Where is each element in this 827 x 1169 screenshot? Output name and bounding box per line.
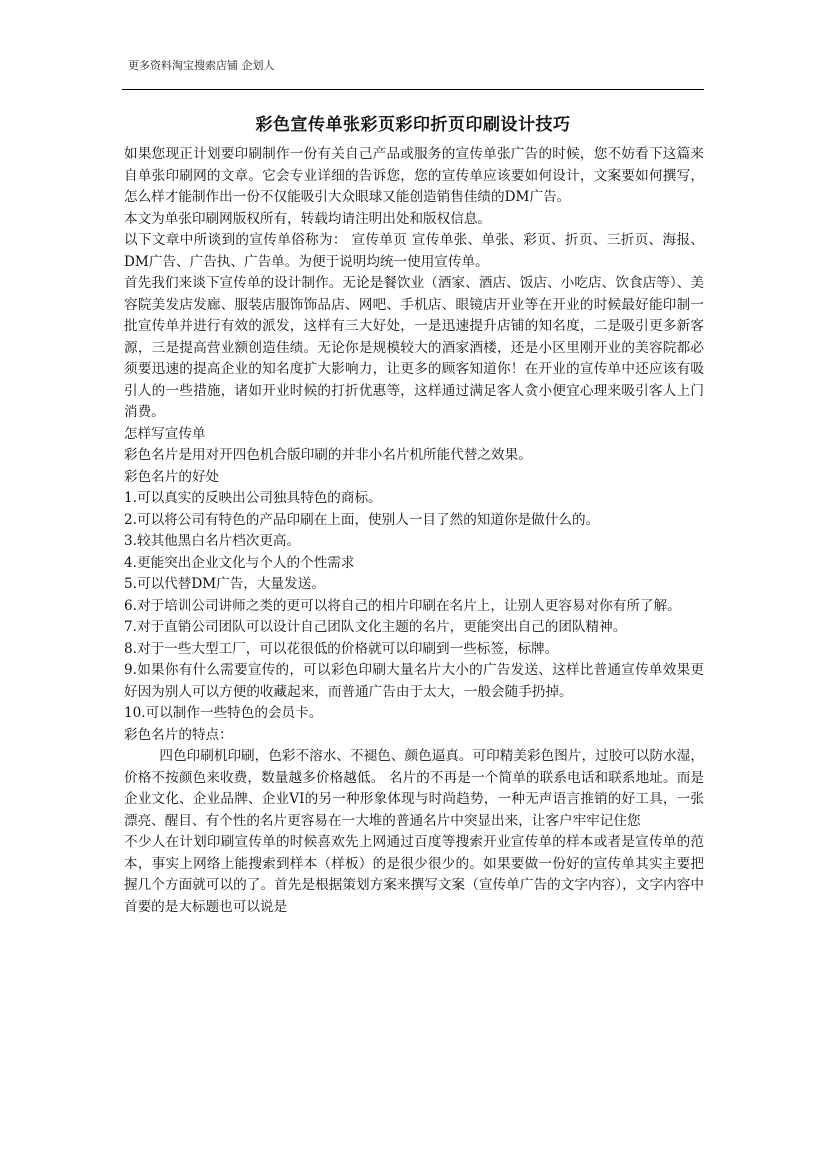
list-item: 8.对于一些大型工厂，可以花很低的价格就可以印刷到一些标签，标牌。 (124, 640, 559, 657)
header-divider (122, 89, 704, 90)
document-title: 彩色宣传单张彩页彩印折页印刷设计技巧 (255, 115, 571, 135)
list-item: 10.可以制作一些特色的会员卡。 (124, 705, 323, 721)
paragraph: 以下文章中所谈到的宣传单俗称为： 宣传单页 宣传单张、单张、彩页、折页、三折页、海报、DM广告、广告执、广告单。为便于说明均统一使用宣传单。 (124, 232, 704, 270)
paragraph: 本文为单张印刷网版权所有，转载均请注明出处和版权信息。 (124, 210, 492, 227)
list-item: 3.较其他黑白名片档次更高。 (124, 533, 301, 549)
list-item: 1.可以真实的反映出公司独具特色的商标。 (124, 490, 382, 506)
paragraph: 不少人在计划印刷宣传单的时候喜欢先上网通过百度等搜索开业宣传单的样本或者是宣传单的范本，事实上网络上能搜索到样本（样板）的是很少很少的。如果要做一份好的宣传单其实主要把握几个方面就可以的了。首先是根据策划方案来撰写文案（宣传单广告的文字内容），文字内容中首要的是大标题也可以说是 (124, 834, 704, 915)
section-heading: 怎样写宣传单 (124, 425, 206, 442)
list-item: 2.可以将公司有特色的产品印刷在上面，使别人一目了然的知道你是做什么的。 (124, 511, 600, 528)
paragraph: 首先我们来谈下宣传单的设计制作。无论是餐饮业（酒家、酒店、饭店、小吃店、饮食店等）、美容院美发店发廊、服装店服饰饰品店、网吧、手机店、眼镜店开业等在开业的时候最好能印制一批宣传单并进行有效的派发，这样有三大好处，一是迅速提升店铺的知名度，二是吸引更多新客源，三是提高营业额创造佳绩。无论你是规模较大的酒家酒楼，还是小区里刚开业的美容院都必须要迅速的提高企业的知名度扩大影响力，让更多的顾客知道你！在开业的宣传单中还应该有吸引人的一些措施，诸如开业时候的打折优惠等，这样通过满足客人贪小便宜心理来吸引客人上门消费。 (124, 275, 704, 420)
paragraph: 四色印刷机印刷，色彩不溶水、不褪色、颜色逼真。可印精美彩色图片，过胶可以防水湿，价格不按颜色来收费，数量越多价格越低。 名片的不再是一个简单的联系电话和联系地址。而是企业文化、企业品牌、企业VI的另一种形象体现与时尚趋势，一种无声语言推销的好工具，一张漂亮、醒目、有个性的名片更容易在一大堆的普通名片中突显出来，让客户牢牢记住您 (124, 748, 704, 829)
paragraph: 彩色名片是用对开四色机合版印刷的并非小名片机所能代替之效果。 (124, 447, 532, 463)
paragraph: 如果您现正计划要印刷制作一份有关自己产品或服务的宣传单张广告的时候，您不妨看下这篇来自单张印刷网的文章。它会专业详细的告诉您，您的宣传单应该要如何设计，文案要如何撰写，怎么样才能制作出一份不仅能吸引大众眼球又能创造销售佳绩的DM广告。 (124, 146, 704, 205)
section-heading: 彩色名片的特点： (124, 726, 233, 743)
page-header: 更多资料淘宝搜索店铺 企划人 (128, 59, 275, 72)
list-item: 7.对于直销公司团队可以设计自己团队文化主题的名片，更能突出自己的团队精神。 (124, 619, 627, 635)
document-body (124, 144, 704, 918)
section-heading: 彩色名片的好处 (124, 468, 220, 485)
list-item: 5.可以代替DM广告，大量发送。 (124, 576, 325, 592)
list-item: 6.对于培训公司讲师之类的更可以将自己的相片印刷在名片上，让别人更容易对你有所了解。 (124, 597, 681, 614)
list-item: 9.如果你有什么需要宣传的，可以彩色印刷大量名片大小的广告发送、这样比普通宣传单效果更好因为别人可以方便的收藏起来，而普通广告由于太大，一般会随手扔掉。 (124, 662, 704, 700)
list-item: 4.更能突出企业文化与个人的个性需求 (124, 554, 355, 571)
